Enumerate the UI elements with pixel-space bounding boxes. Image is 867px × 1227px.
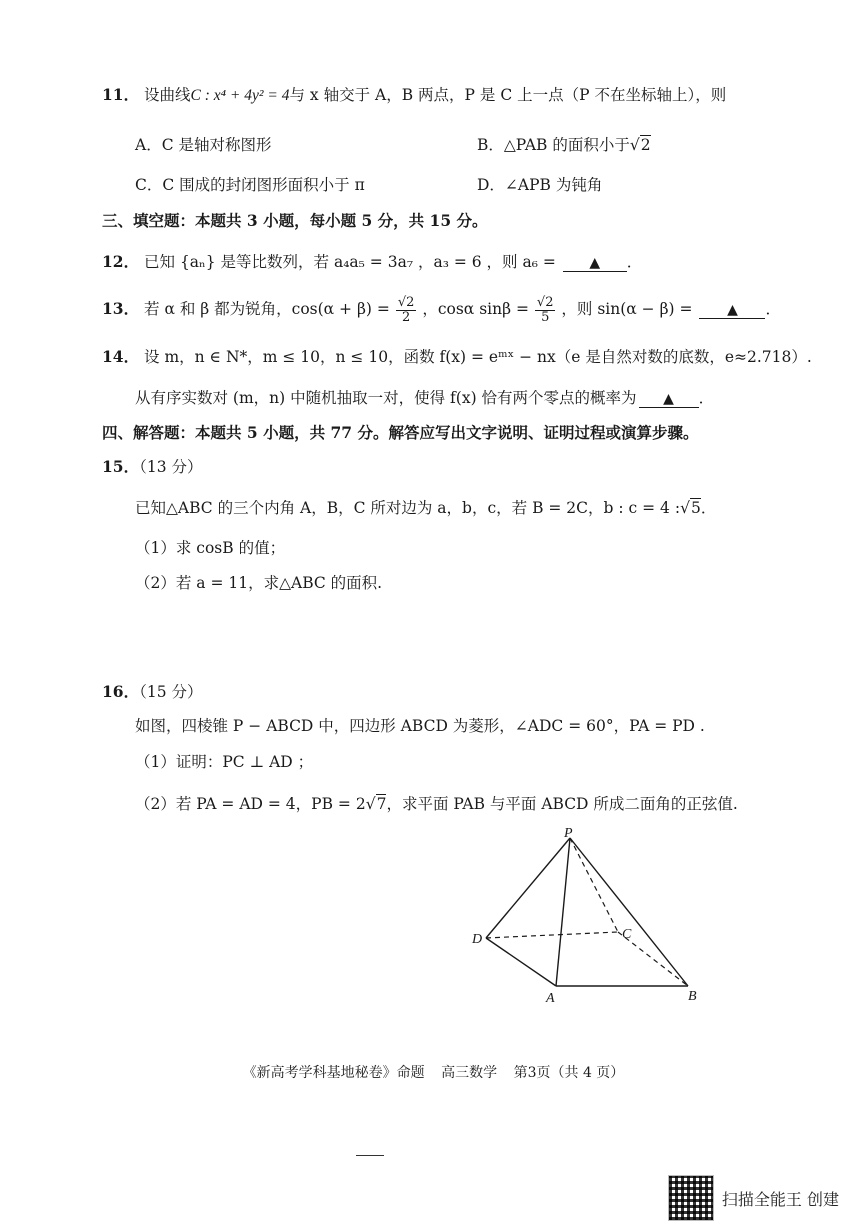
q13-text-c: ，则 sin(α − β) = — [561, 300, 698, 318]
q12-text: 已知 {aₙ} 是等比数列，若 a₄a₅ = 3a₇ ，a₃ = 6 ，则 a₆ = — [144, 253, 561, 271]
q14-line-2: 从有序实数对 (m，n) 中随机抽取一对，使得 f(x) 恰有两个零点的概率为 ▲ ． — [135, 389, 715, 407]
footer-subject: 高三数学 — [441, 1065, 498, 1081]
q15-score: （13 分） — [139, 458, 203, 476]
edge-pb — [570, 838, 688, 986]
q13-f1-den: 2 — [401, 309, 411, 325]
q15-stem-text: 已知△ABC 的三个内角 A，B，C 所对边为 a，b，c，若 B = 2C，b : c = 4 : — [135, 499, 681, 517]
q16-score: （15 分） — [139, 683, 203, 701]
section-4-heading: 四、解答题：本题共 5 小题，共 77 分。解答应写出文字说明、证明过程或演算步骤。 — [102, 423, 699, 442]
footer-page-number: 第3页（共 4 页） — [513, 1065, 625, 1081]
q15-number: 15． — [102, 457, 140, 476]
triangle-marker-icon: ▲ — [727, 302, 738, 318]
scanner-stamp — [668, 1175, 839, 1221]
q13-number: 13． — [102, 299, 140, 318]
edge-da — [486, 938, 556, 986]
q15-part-1: （1）求 cosB 的值； — [135, 539, 286, 557]
divider — [356, 1155, 384, 1156]
q12-answer-blank — [563, 254, 627, 272]
edge-dc-hidden — [486, 932, 618, 938]
q14-line2-text: 从有序实数对 (m，n) 中随机抽取一对，使得 f(x) 恰有两个零点的概率为 — [135, 389, 637, 407]
q11-option-b-sqrt: 2 — [640, 136, 651, 154]
q13-text-b: ，cosα sinβ = — [422, 300, 529, 318]
q11-option-b: B．△PAB 的面积小于√2 — [477, 136, 651, 154]
q12: 12． 已知 {aₙ} 是等比数列，若 a₄a₅ = 3a₇ ，a₃ = 6 ，则 a₆ = ▲ ． — [102, 252, 643, 271]
q14-answer-blank — [639, 390, 699, 408]
q15-stem: 已知△ABC 的三个内角 A，B，C 所对边为 a，b，c，若 B = 2C，b : c = 4 :√5． — [135, 499, 717, 517]
q11-option-b-text: B．△PAB 的面积小于 — [477, 136, 630, 154]
edge-pd — [486, 838, 570, 938]
q13-fraction-1 — [396, 296, 417, 325]
triangle-marker-icon: ▲ — [589, 255, 601, 271]
footer-source: 《新高考学科基地秘卷》命题 — [242, 1065, 425, 1081]
q13-answer-blank — [699, 301, 765, 319]
q15-stem-end: ． — [700, 499, 717, 517]
stamp-text: 扫描全能王 创建 — [721, 1189, 839, 1209]
q16-part-2-sqrt: 7 — [376, 795, 387, 813]
q14-line1-text: 设 m，n ∈ N*，m ≤ 10，n ≤ 10，函数 f(x) = eᵐˣ − nx（e 是自然对数的底数，e≈2.718）. — [144, 348, 812, 366]
label-b: B — [688, 989, 697, 1004]
q16-header — [102, 681, 202, 703]
q13-fraction-2 — [535, 296, 556, 325]
q11-stem-b: 与 x 轴交于 A，B 两点，P 是 C 上一点（P 不在坐标轴上），则 — [289, 86, 727, 104]
label-p: P — [564, 826, 573, 841]
q12-number: 12． — [102, 252, 140, 271]
q11-option-a: A．C 是轴对称图形 — [135, 136, 272, 154]
q15-stem-sqrt: 5 — [690, 499, 701, 517]
page-footer — [0, 1062, 867, 1082]
q13-text-a: 若 α 和 β 都为锐角，cos(α + β) = — [144, 300, 390, 318]
q16-stem: 如图，四棱锥 P − ABCD 中，四边形 ABCD 为菱形，∠ADC = 60°，PA = PD . — [135, 717, 705, 735]
pyramid-figure — [468, 826, 718, 1012]
q16-part-2: （2）若 PA = AD = 4，PB = 2√7，求平面 PAB 与平面 ABCD 所成二面角的正弦值. — [135, 795, 738, 813]
q11-curve: C : x⁴ + 4y² = 4 — [190, 87, 290, 104]
q15-header — [102, 456, 202, 478]
label-a: A — [546, 991, 555, 1006]
qr-code-icon — [668, 1175, 714, 1221]
q16-part-2-text: （2）若 PA = AD = 4，PB = 2 — [135, 795, 366, 813]
edge-pc-hidden — [570, 838, 618, 932]
edge-pa — [556, 838, 570, 986]
q13-f1-num: √2 — [397, 294, 415, 310]
q14-number: 14． — [102, 347, 140, 366]
q16-part-1: （1）证明：PC ⊥ AD ； — [135, 753, 314, 771]
q13-f2-num: √2 — [536, 294, 554, 310]
q16-number: 16． — [102, 682, 140, 701]
label-c: C — [622, 927, 632, 942]
q11-stem — [102, 84, 726, 107]
q11-option-c: C．C 围成的封闭图形面积小于 π — [135, 176, 365, 194]
q16-part-2-end: ，求平面 PAB 与平面 ABCD 所成二面角的正弦值. — [386, 795, 738, 813]
label-d: D — [472, 932, 483, 947]
q14-line-1 — [102, 346, 812, 368]
q13: 13． 若 α 和 β 都为锐角，cos(α + β) = $\frac{√2}{2}$ ，cosα sinβ = $\frac{√2}{5}$ ，则 sin(α − β) = ▲ ． — [102, 294, 781, 325]
q15-part-2: （2）若 a = 11，求△ABC 的面积. — [135, 574, 383, 592]
q11-number: 11． — [102, 85, 140, 104]
q11-option-d: D．∠APB 为钝角 — [477, 176, 603, 194]
q11-stem-a: 设曲线 — [144, 86, 191, 104]
section-3-heading: 三、填空题：本题共 3 小题，每小题 5 分，共 15 分。 — [102, 211, 488, 230]
q13-f2-den: 5 — [541, 309, 550, 325]
triangle-marker-icon: ▲ — [663, 391, 674, 407]
